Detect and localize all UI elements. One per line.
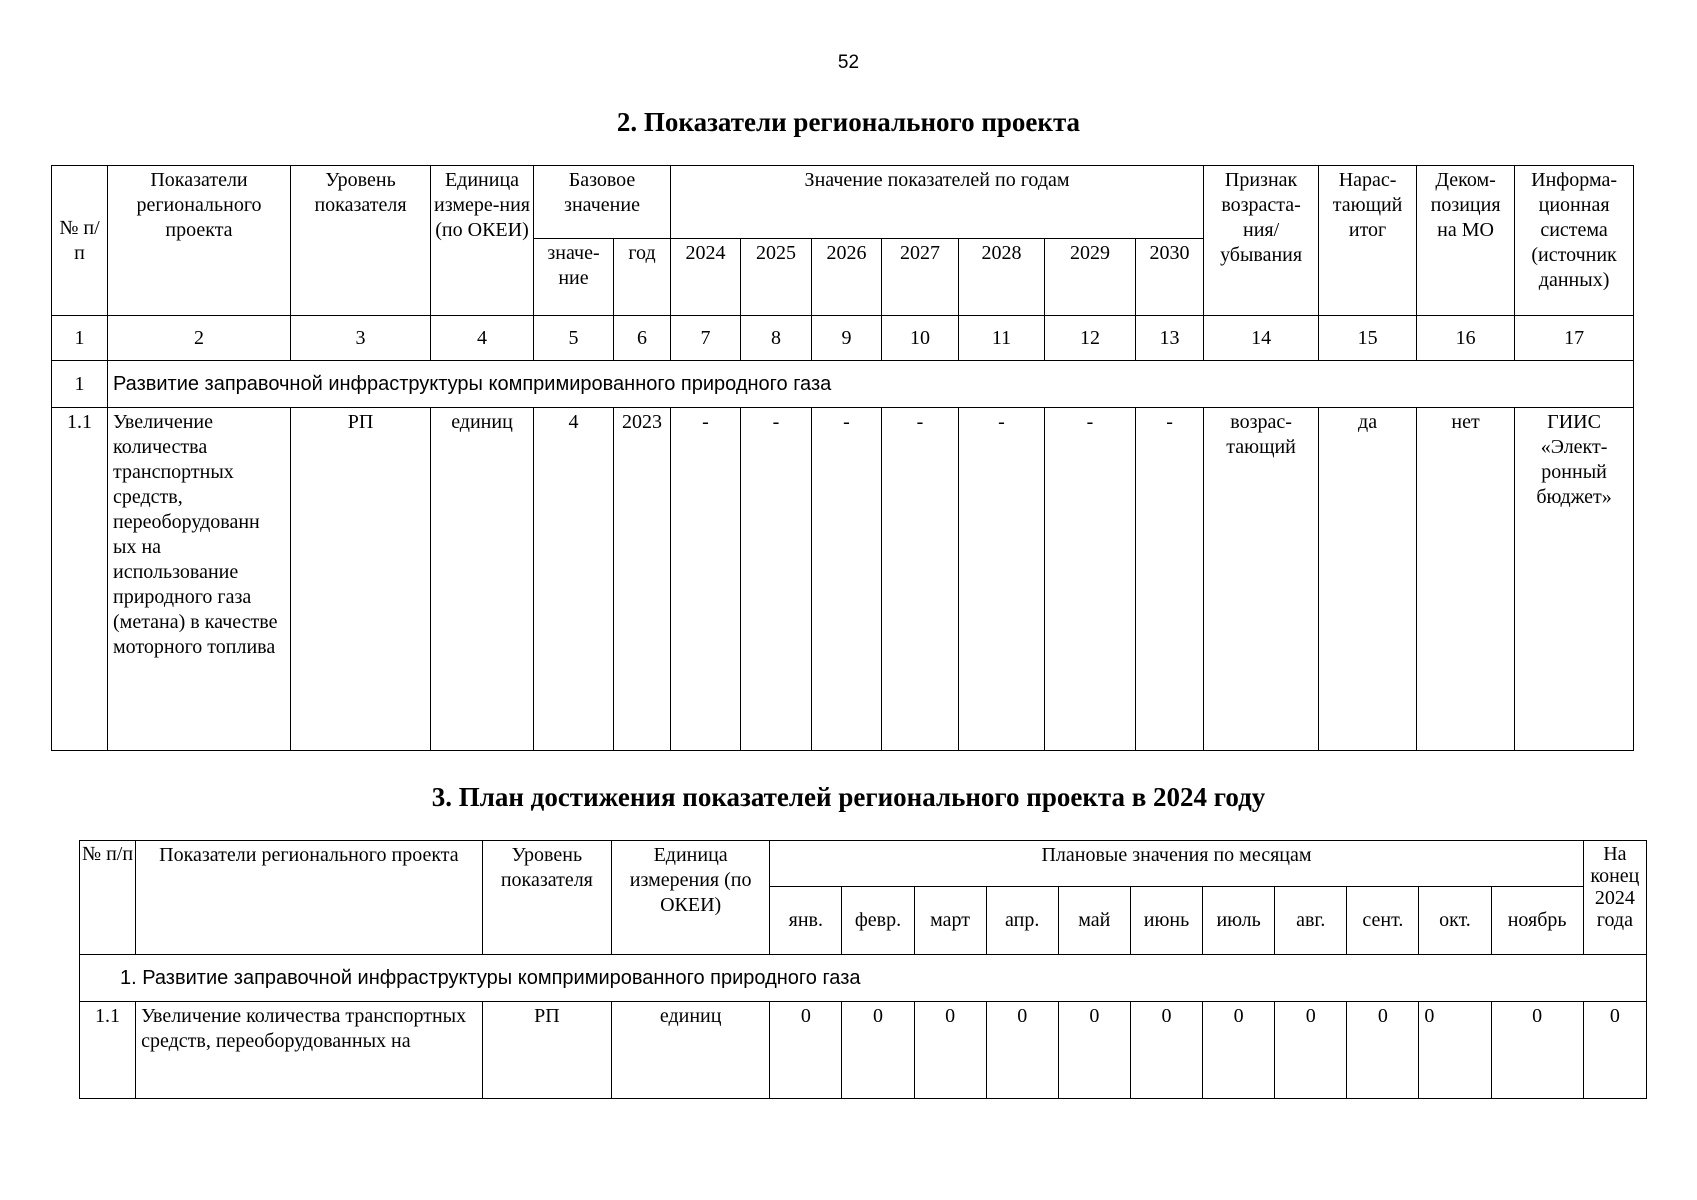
row-year-value: - [812,408,882,751]
header-cumulative: Нарас-тающий итог [1319,166,1417,316]
row-unit: единиц [431,408,534,751]
header-indicators: Показатели регионального проекта [108,166,291,316]
plan-row-month-value: 0 [1491,1002,1583,1099]
row-info-system: ГИИС «Элект-ронный бюджет» [1515,408,1634,751]
plan-table [79,840,1647,1099]
plan-group-row-title: 1. Развитие заправочной инфраструктуры компримированного природного газа [80,955,1647,1002]
header-num: № п/п [52,166,108,316]
header-base-year: год [614,239,671,316]
row-year-value: - [1136,408,1204,751]
column-number: 13 [1136,316,1204,361]
column-number: 8 [741,316,812,361]
column-number: 2 [108,316,291,361]
row-year-value: - [671,408,741,751]
plan-header-month: февр. [842,887,914,955]
plan-header-unit: Единица измерения (по ОКЕИ) [611,841,769,955]
plan-row-month-value: 0 [914,1002,986,1099]
plan-header-year-end: На конец 2024 года [1583,841,1646,955]
plan-header-month: сент. [1347,887,1419,955]
plan-row-month-value: 0 [1130,1002,1202,1099]
plan-header-month: авг. [1275,887,1347,955]
row-year-value: - [741,408,812,751]
row-year-value: - [882,408,959,751]
header-year: 2026 [812,239,882,316]
plan-row-unit: единиц [611,1002,769,1099]
column-number: 1 [52,316,108,361]
column-number: 17 [1515,316,1634,361]
plan-header-month: янв. [770,887,842,955]
header-year: 2027 [882,239,959,316]
section-2-title: 2. Показатели регионального проекта [616,107,1081,137]
header-base: Базовое значение [534,166,671,239]
plan-row-year-end: 0 [1583,1002,1646,1099]
column-number: 3 [291,316,431,361]
row-base-year: 2023 [614,408,671,751]
header-info-system: Информа-ционная система (источник данных) [1515,166,1634,316]
row-num: 1.1 [52,408,108,751]
plan-row-num: 1.1 [80,1002,136,1099]
column-number: 14 [1204,316,1319,361]
header-year: 2028 [959,239,1045,316]
plan-row-month-value: 0 [1058,1002,1130,1099]
section-3-title: 3. План достижения показателей регионального проекта в 2024 году [431,782,1266,812]
header-year: 2025 [741,239,812,316]
column-number: 12 [1045,316,1136,361]
plan-header-month: март [914,887,986,955]
plan-header-num: № п/п [80,841,136,955]
page-number: 52 [837,52,860,73]
column-number: 11 [959,316,1045,361]
header-decomposition: Деком-позиция на МО [1417,166,1515,316]
column-number: 16 [1417,316,1515,361]
plan-header-indicators: Показатели регионального проекта [136,841,483,955]
header-year: 2024 [671,239,741,316]
plan-row-month-value: 0 [1347,1002,1419,1099]
plan-header-month: май [1058,887,1130,955]
plan-row-month-value: 0 [1275,1002,1347,1099]
plan-row-month-value: 0 [842,1002,914,1099]
column-number: 10 [882,316,959,361]
plan-row-month-value: 0 [1419,1002,1491,1099]
plan-header-month: июнь [1130,887,1202,955]
header-year: 2030 [1136,239,1204,316]
row-base-value: 4 [534,408,614,751]
header-level: Уровень показателя [291,166,431,316]
plan-row-month-value: 0 [986,1002,1058,1099]
plan-header-month: июль [1203,887,1275,955]
header-years-group: Значение показателей по годам [671,166,1204,239]
row-indicator: Увеличение количества транспортных средств, переоборудованн ых на использование природного газа (метана) в качестве моторного топлива [108,408,291,751]
row-year-value: - [959,408,1045,751]
plan-row-indicator: Увеличение количества транспортных средств, переоборудованных на [136,1002,483,1099]
row-trend: возрас-тающий [1204,408,1319,751]
plan-row-month-value: 0 [770,1002,842,1099]
plan-row-level: РП [482,1002,611,1099]
plan-header-month: ноябрь [1491,887,1583,955]
header-unit: Единица измере-ния (по ОКЕИ) [431,166,534,316]
row-decomposition: нет [1417,408,1515,751]
plan-header-month: окт. [1419,887,1491,955]
indicators-table [51,165,1634,751]
column-number: 9 [812,316,882,361]
group-row-num: 1 [52,361,108,408]
header-year: 2029 [1045,239,1136,316]
plan-header-level: Уровень показателя [482,841,611,955]
header-trend: Признак возраста-ния/ убывания [1204,166,1319,316]
row-cumulative: да [1319,408,1417,751]
group-row-title: Развитие заправочной инфраструктуры компримированного природного газа [108,361,1634,408]
plan-header-month: апр. [986,887,1058,955]
plan-header-months-group: Плановые значения по месяцам [770,841,1583,887]
row-year-value: - [1045,408,1136,751]
column-number: 5 [534,316,614,361]
header-base-value: значе-ние [534,239,614,316]
plan-row-month-value: 0 [1203,1002,1275,1099]
column-number: 4 [431,316,534,361]
column-number: 6 [614,316,671,361]
row-level: РП [291,408,431,751]
column-number: 7 [671,316,741,361]
column-number: 15 [1319,316,1417,361]
